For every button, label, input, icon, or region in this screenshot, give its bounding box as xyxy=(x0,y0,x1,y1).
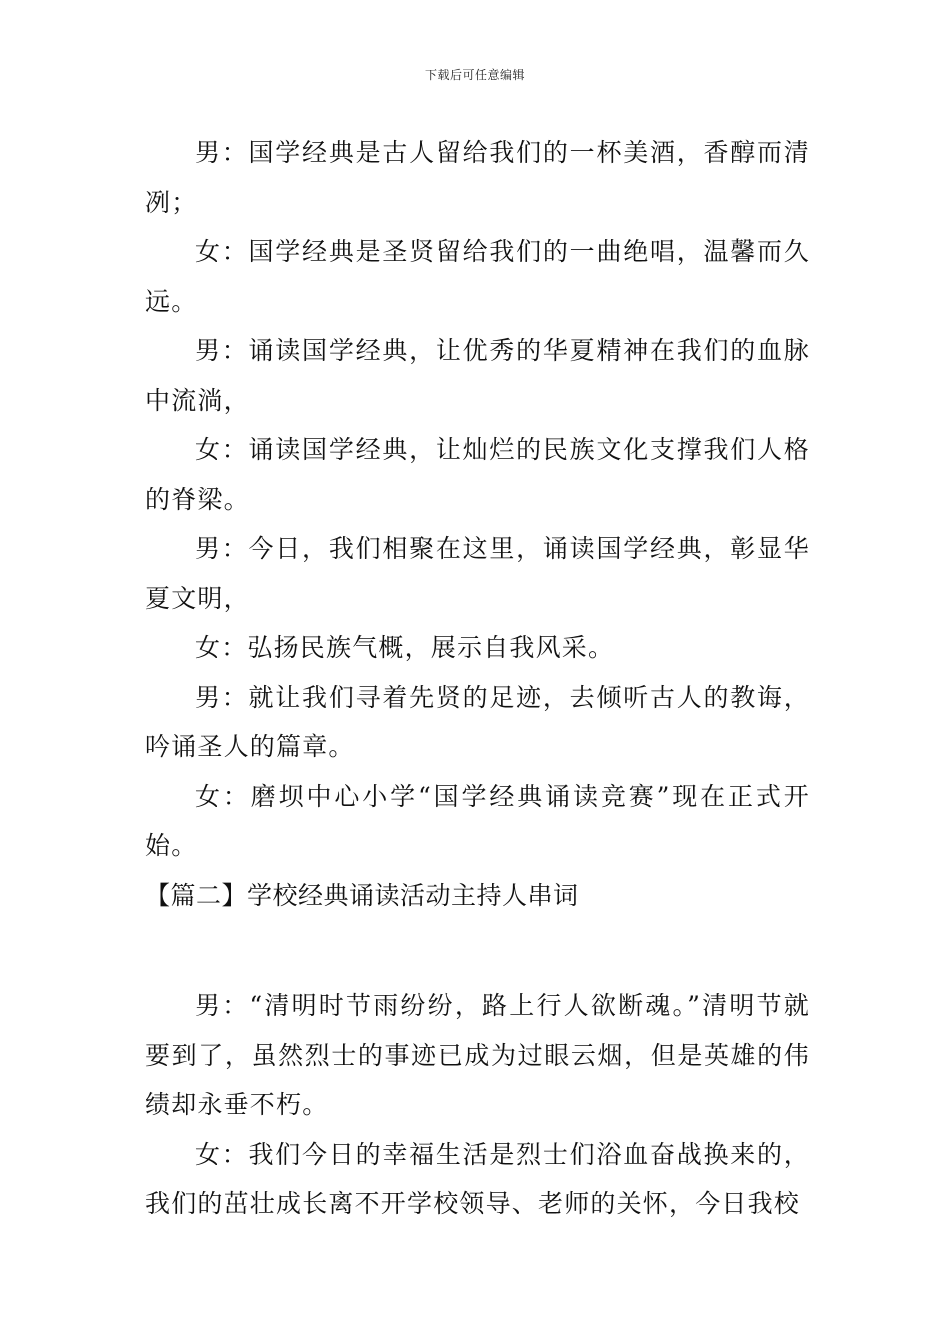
paragraph: 女：弘扬民族气概，展示自我风采。 xyxy=(195,633,615,662)
paragraph: 女：磨坝中心小学“国学经典诵读竞赛”现在正式开始。 xyxy=(145,781,810,860)
paragraph: 女：诵读国学经典，让灿烂的民族文化支撑我们人格的脊梁。 xyxy=(145,435,810,514)
paragraph: 男：诵读国学经典，让优秀的华夏精神在我们的血脉中流淌， xyxy=(145,336,810,415)
paragraph: 女：我们今日的幸福生活是烈士们浴血奋战换来的，我们的茁壮成长离不开学校领导、老师的关怀，今日我校 xyxy=(145,1139,810,1218)
paragraph: 男：今日，我们相聚在这里，诵读国学经典，彰显华夏文明， xyxy=(145,534,810,613)
page-header: 下载后可任意编辑 xyxy=(424,68,525,82)
paragraph: 男：就让我们寻着先贤的足迹，去倾听古人的教诲，吟诵圣人的篇章。 xyxy=(145,682,810,761)
paragraph: 男：国学经典是古人留给我们的一杯美酒，香醇而清冽； xyxy=(145,138,810,217)
paragraph: 男：“清明时节雨纷纷，路上行人欲断魂。”清明节就要到了，虽然烈士的事迹已成为过眼云烟，但是英雄的伟绩却永垂不朽。 xyxy=(145,991,810,1119)
paragraph: 女：国学经典是圣贤留给我们的一曲绝唱，温馨而久远。 xyxy=(145,237,810,316)
spacer xyxy=(145,920,810,981)
document-body xyxy=(145,128,810,1229)
section-heading: 【篇二】学校经典诵读活动主持人串词 xyxy=(145,880,579,910)
